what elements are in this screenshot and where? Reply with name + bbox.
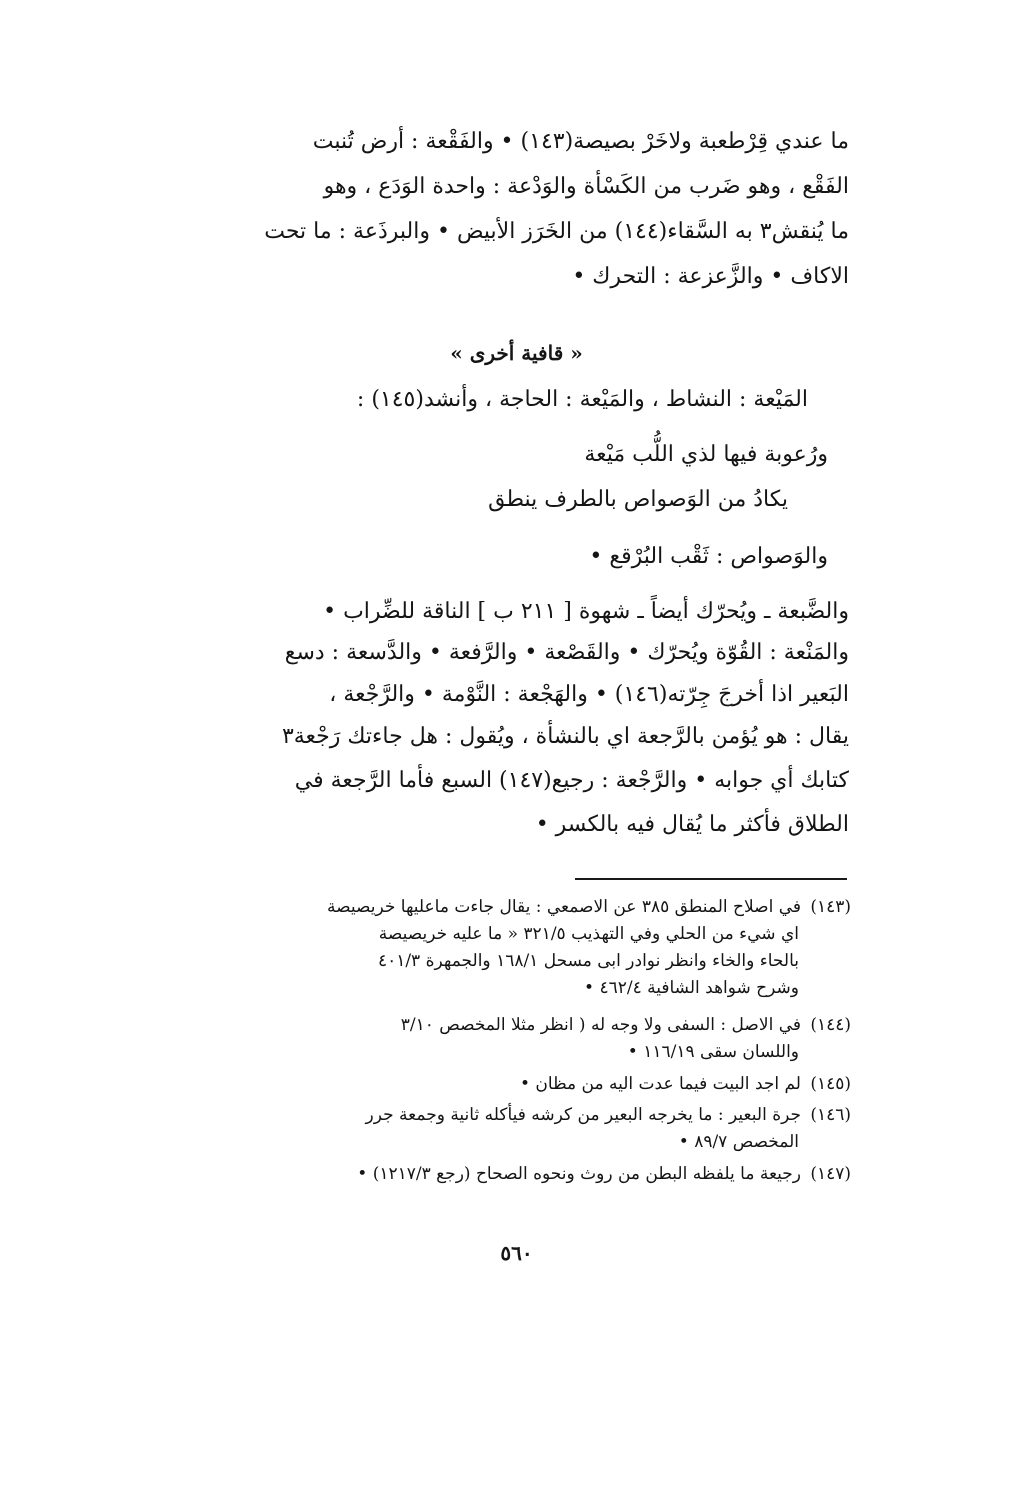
body-line: والضَّبعة ـ ويُحرّك أيضاً ـ شهوة [ ٢١١ ب ] الناقة للضِّراب • bbox=[323, 599, 849, 624]
body-line: ما يُنقش٣ به السَّقاء(١٤٤) من الخَرَز الأبيض • والبرذَعة : ما تحت bbox=[264, 219, 849, 244]
footnote bbox=[366, 1103, 851, 1127]
poem-verse: يكادُ من الوَصواص بالطرف ينطق bbox=[488, 487, 788, 512]
body-line: البَعير اذا أخرجَ جِرّته(١٤٦) • والهَجْعة : النَّوْمة • والرَّجْعة ، bbox=[329, 682, 849, 707]
body-line: والوَصواص : ثَقْب البُرْقع • bbox=[589, 544, 828, 569]
section-heading: « قافية أخرى » bbox=[450, 341, 583, 365]
footnote bbox=[357, 1162, 851, 1186]
footnote bbox=[520, 1072, 851, 1096]
footnote-text: اي شيء من الحلي وفي التهذيب ٣٢١/٥ « ما عليه خريصيصة bbox=[378, 924, 799, 944]
body-line: المَيْعة : النشاط ، والمَيْعة : الحاجة ، وأنشد(١٤٥) : bbox=[356, 387, 808, 412]
body-line: يقال : هو يُؤمن بالرَّجعة اي بالنشأة ، ويُقول : هل جاءتك رَجْعة٣ bbox=[281, 724, 849, 749]
footnote-text: وشرح شواهد الشافية ٤٦٢/٤ • bbox=[584, 978, 799, 998]
footnote-text: جرة البعير : ما يخرجه البعير من كرشه فيأكله ثانية وجمعة جرر bbox=[365, 1105, 801, 1125]
footnote bbox=[401, 1013, 851, 1037]
body-line: والمَنْعة : القُوّة ويُحرّك • والقَصْعة • والرَّفعة • والدَّسعة : دسع bbox=[284, 640, 849, 665]
body-line: كتابك أي جوابه • والرَّجْعة : رجيع(١٤٧) السبع فأما الرَّجعة في bbox=[294, 768, 849, 793]
poem-verse: ورُعوبة فيها لذي اللُّب مَيْعة bbox=[584, 442, 828, 467]
footnote-text: رجيعة ما يلفظه البطن من روث ونحوه الصحاح (رجع ١٢١٧/٣) • bbox=[357, 1164, 801, 1184]
footnote-text: واللسان سقى ١١٦/١٩ • bbox=[627, 1042, 799, 1062]
footnote-text: لم اجد البيت فيما عدت اليه من مظان • bbox=[519, 1074, 801, 1094]
page-number: ٥٦٠ bbox=[500, 1241, 533, 1265]
footnote bbox=[327, 895, 851, 919]
footnote-number: (١٤٦) bbox=[810, 1105, 851, 1125]
footnote-separator bbox=[575, 878, 847, 880]
body-line: ما عندي قِرْطعبة ولاخَرْ بصيصة(١٤٣) • والفَقْعة : أرض تُنبت bbox=[312, 129, 849, 154]
body-line: الطلاق فأكثر ما يُقال فيه بالكسر • bbox=[535, 812, 849, 837]
footnote-text: في اصلاح المنطق ٣٨٥ عن الاصمعي : يقال جاءت ماعليها خريصيصة bbox=[327, 897, 801, 917]
footnote-number: (١٤٣) bbox=[810, 897, 851, 917]
footnote-number: (١٤٧) bbox=[810, 1164, 851, 1184]
footnote-text: في الاصل : السفى ولا وجه له ( انظر مثلا المخصص ٣/١٠ bbox=[400, 1015, 801, 1035]
footnote-number: (١٤٥) bbox=[810, 1074, 851, 1094]
footnote-number: (١٤٤) bbox=[810, 1015, 851, 1035]
body-line: الفَقْع ، وهو ضَرب من الكَسْأة والوَدْعة : واحدة الوَدَع ، وهو bbox=[323, 174, 849, 199]
footnote-text: بالحاء والخاء وانظر نوادر ابى مسحل ١٦٨/١ والجمهرة ٤٠١/٣ bbox=[377, 951, 799, 971]
body-line: الاكاف • والزَّعزعة : التحرك • bbox=[572, 264, 849, 289]
footnote-text: المخصص ٨٩/٧ • bbox=[678, 1132, 799, 1152]
